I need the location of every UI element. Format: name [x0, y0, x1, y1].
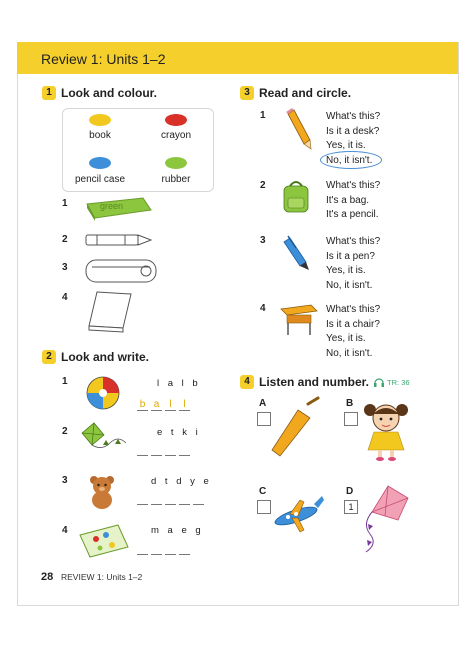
section-3-item-1-number: 1	[260, 110, 266, 121]
key-word-pencil-case: pencil case	[74, 174, 126, 185]
key-word-crayon: crayon	[160, 130, 191, 141]
rubber-example-label: green	[100, 201, 124, 211]
blue-paint-blob-icon	[88, 156, 112, 170]
toy-plane-icon	[270, 496, 326, 534]
answer-letter[interactable]	[179, 493, 190, 505]
answer-letter[interactable]	[137, 493, 148, 505]
answer-row-3[interactable]	[137, 492, 207, 504]
option-c-box[interactable]	[257, 500, 271, 514]
doll-icon	[360, 400, 412, 462]
section-2-number: 2	[42, 350, 56, 364]
option-b-box[interactable]	[344, 412, 358, 426]
yellow-paint-blob-icon	[88, 113, 112, 127]
section-3-item-4-number: 4	[260, 303, 266, 314]
q1-line-2: Is it a desk?	[326, 125, 380, 137]
section-1-item-2-number: 2	[62, 234, 68, 245]
option-d-box[interactable]: 1	[344, 500, 358, 514]
green-paint-blob-icon	[164, 156, 188, 170]
footer-title: REVIEW 1: Units 1–2	[61, 572, 143, 582]
ball-icon	[85, 375, 121, 411]
teddy-bear-icon	[86, 474, 118, 510]
page-number: 28	[41, 571, 54, 583]
jumble-word-4: m a e g	[151, 525, 204, 536]
jumble-word-1: l a l b	[157, 378, 201, 389]
q1-line-1: What's this?	[326, 111, 381, 122]
section-2-item-3-number: 3	[62, 475, 68, 486]
section-2-item-1-number: 1	[62, 376, 68, 387]
section-2-item-4-number: 4	[62, 525, 68, 536]
q1-option-yes[interactable]: Yes, it is.	[326, 140, 366, 151]
answer-letter[interactable]	[151, 543, 162, 555]
option-b-letter: B	[346, 398, 354, 409]
answer-letter[interactable]: a	[151, 399, 162, 411]
answer-letter[interactable]	[151, 493, 162, 505]
section-3-item-3-number: 3	[260, 235, 266, 246]
jumble-word-3: d t d y e	[151, 476, 212, 487]
answer-letter[interactable]	[165, 444, 176, 456]
section-1-item-4-number: 4	[62, 292, 68, 303]
answer-letter[interactable]: l	[179, 399, 190, 411]
answer-letter[interactable]	[179, 444, 190, 456]
section-4-number: 4	[240, 375, 254, 389]
q4-option-yes[interactable]: Yes, it is.	[326, 333, 366, 344]
desk-icon	[279, 303, 319, 337]
key-word-rubber: rubber	[161, 174, 191, 185]
answer-letter[interactable]	[151, 444, 162, 456]
section-2-title: Look and write.	[61, 350, 150, 364]
headphones-icon[interactable]	[374, 378, 384, 387]
answer-letter[interactable]	[137, 444, 148, 456]
answer-letter[interactable]: b	[137, 399, 148, 411]
section-4-title: Listen and number.	[259, 375, 370, 389]
q2-line-1: What's this?	[326, 180, 381, 191]
red-paint-blob-icon	[164, 113, 188, 127]
crayon-icon[interactable]	[85, 233, 155, 247]
kite-d-icon	[358, 484, 412, 556]
q1-option-no[interactable]: No, it isn't.	[326, 154, 373, 166]
school-bag-icon	[280, 180, 312, 214]
pencil-icon	[284, 110, 314, 150]
section-1-title: Look and colour.	[61, 86, 158, 100]
answer-row-1[interactable]	[137, 394, 193, 410]
answer-row-4[interactable]	[137, 542, 193, 554]
section-3-title: Read and circle.	[259, 86, 352, 100]
answer-row-2[interactable]	[137, 443, 193, 455]
section-1-item-3-number: 3	[62, 262, 68, 273]
book-icon[interactable]	[85, 290, 135, 334]
q4-option-no[interactable]: No, it isn't.	[326, 347, 373, 359]
q3-option-no[interactable]: No, it isn't.	[326, 279, 373, 291]
answer-letter[interactable]	[137, 543, 148, 555]
option-d-letter: D	[346, 486, 354, 497]
q4-line-1: What's this?	[326, 304, 381, 315]
section-2-item-2-number: 2	[62, 426, 68, 437]
option-c-letter: C	[259, 486, 267, 497]
answer-letter[interactable]: l	[165, 399, 176, 411]
q2-option-bag[interactable]: It's a bag.	[326, 194, 370, 206]
kite-icon	[78, 423, 130, 453]
track-label: TR: 36	[387, 378, 410, 387]
option-a-letter: A	[259, 398, 267, 409]
board-game-icon	[78, 523, 130, 559]
answer-letter[interactable]	[179, 543, 190, 555]
q2-option-pencil[interactable]: It's a pencil.	[326, 209, 379, 220]
jumble-word-2: e t k i	[157, 427, 201, 438]
answer-letter[interactable]	[165, 493, 176, 505]
pen-icon	[282, 236, 312, 272]
q3-option-yes[interactable]: Yes, it is.	[326, 265, 366, 276]
section-1-item-1-number: 1	[62, 198, 68, 209]
page-title: Review 1: Units 1–2	[41, 51, 166, 67]
q3-line-1: What's this?	[326, 236, 381, 247]
section-3-item-2-number: 2	[260, 180, 266, 191]
answer-circle	[320, 151, 382, 169]
q3-line-2: Is it a pen?	[326, 250, 375, 262]
q4-line-2: Is it a chair?	[326, 318, 380, 330]
section-1-number: 1	[42, 86, 56, 100]
answer-letter[interactable]	[165, 543, 176, 555]
cricket-bat-icon	[268, 400, 324, 460]
section-3-number: 3	[240, 86, 254, 100]
answer-letter[interactable]	[193, 493, 204, 505]
pencil-case-icon[interactable]	[84, 257, 162, 285]
key-word-book: book	[89, 130, 111, 141]
